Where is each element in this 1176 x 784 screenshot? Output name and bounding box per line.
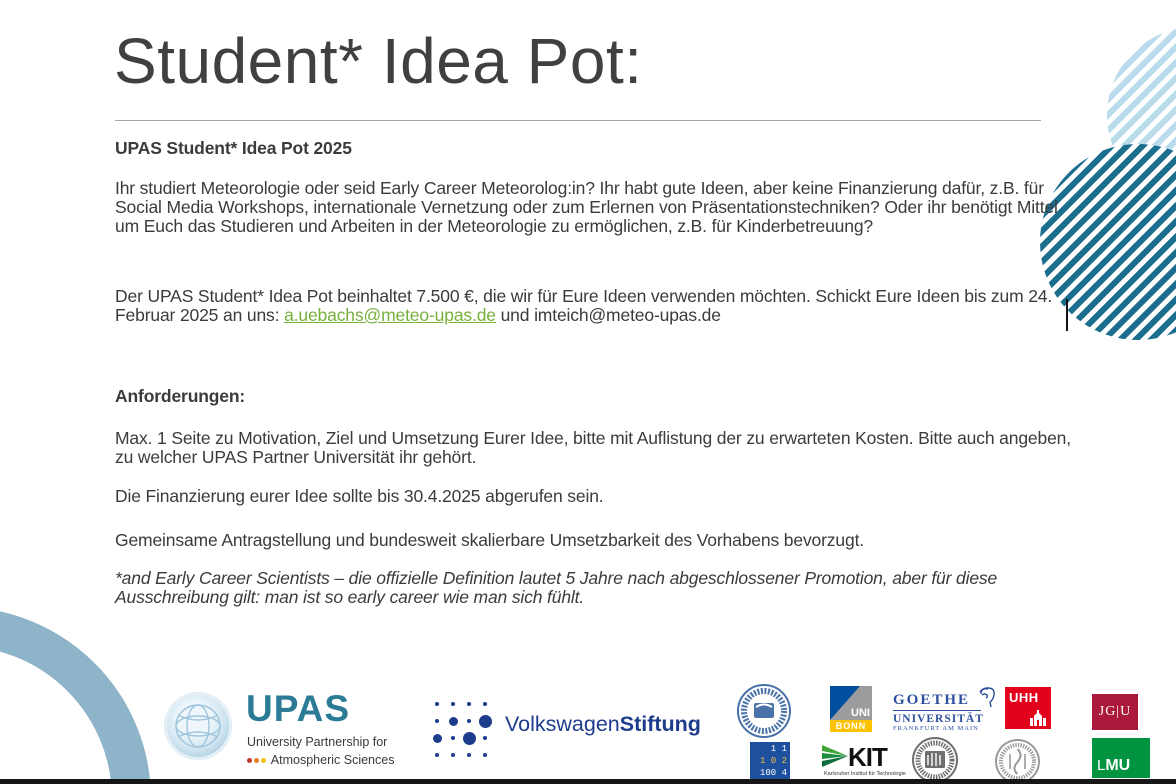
- globe-lines-icon: [172, 701, 224, 751]
- subheading: UPAS Student* Idea Pot 2025: [115, 138, 352, 158]
- uni-numbers-logo: [750, 742, 790, 779]
- ring-decoration: [0, 607, 151, 784]
- email-link[interactable]: a.uebachs@meteo-upas.de: [284, 305, 496, 325]
- goethe-line1: GOETHE: [893, 692, 981, 709]
- goethe-line3: FRANKFURT AM MAIN: [893, 725, 979, 732]
- uni-bonn-uni-text: UNI: [851, 707, 870, 719]
- upas-logo-subtitle-2: [247, 753, 394, 767]
- uhh-text: UHH: [1009, 690, 1039, 705]
- numbers-row3: 100 4: [759, 768, 787, 778]
- uni-bonn-logo: [830, 686, 872, 732]
- text-cursor: [1066, 299, 1068, 331]
- upas-logo-subtitle-1: University Partnership for: [247, 735, 388, 749]
- requirements-heading: Anforderungen:: [115, 386, 246, 406]
- offer-text-after-link: und imteich@meteo-upas.de: [495, 305, 721, 325]
- title-divider: [115, 120, 1041, 121]
- kit-caption: Karlsruher Institut für Technologie: [824, 771, 906, 777]
- paragraph-preference: Gemeinsame Antragstellung und bundesweit skalierbare Umsetzbarkeit des Vorhabens bevorzugt.: [115, 530, 865, 550]
- uni-hamburg-logo: [1005, 687, 1051, 729]
- numbers-row1: 1 1: [770, 744, 787, 754]
- upas-tricolor-dots-icon: [247, 753, 268, 767]
- kit-logo: [822, 742, 906, 782]
- volkswagenstiftung-logo-text: [505, 712, 701, 737]
- volkswagenstiftung-dots-icon: [430, 697, 492, 763]
- bottom-edge-bar: [0, 779, 1176, 784]
- uni-bonn-city-text: BONN: [830, 720, 872, 732]
- vw-word-bold: Stiftung: [619, 712, 701, 736]
- university-seal-blue-icon: [737, 684, 791, 738]
- paragraph-footnote: *and Early Career Scientists – die offizielle Definition lautet 5 Jahre nach abgeschlossener Promotion, aber für diese Ausschreibung gilt: man ist so early career wie man sich fühlt.: [115, 568, 998, 607]
- paragraph-intro: Ihr studiert Meteorologie oder seid Early Career Meteorolog:in? Ihr habt gute Ideen, aber keine Finanzierung dafür, z.B. für Social Media Workshops, internationale Vernetzung oder zum Erlernen von Präsentationstechniken? Oder ihr benötigt Mittel um Euch das Studieren und Arbeiten in der Meteorologie zu ermöglichen, z.B. für Kinderbetreuung?: [115, 178, 1058, 236]
- numbers-row2: 1 0 2: [759, 756, 787, 766]
- kit-text: KIT: [848, 742, 887, 772]
- page-title: Student* Idea Pot:: [114, 25, 643, 97]
- upas-logo-subtitle-2-text: Atmospheric Sciences: [270, 753, 395, 767]
- paragraph-offer: [115, 287, 1071, 325]
- vw-word-regular: Volkswagen: [505, 712, 620, 736]
- goethe-head-icon: [977, 686, 997, 713]
- lmu-munich-logo: [1092, 738, 1150, 778]
- jgu-text: JG|U: [1098, 704, 1132, 719]
- university-seal-light-gray-icon: [995, 739, 1040, 784]
- lmu-text: LMU: [1097, 757, 1131, 774]
- paragraph-requirements: Max. 1 Seite zu Motivation, Ziel und Umsetzung Eurer Idee, bitte mit Auflistung der zu erwarteten Kosten. Bitte auch angeben, zu welcher UPAS Partner Universität ihr gehört.: [115, 428, 1071, 467]
- kit-wedge-icon: [822, 745, 848, 769]
- paragraph-deadline: Die Finanzierung eurer Idee sollte bis 30.4.2025 abgerufen sein.: [115, 486, 604, 506]
- goethe-university-logo: [893, 692, 984, 732]
- upas-logo-text: UPAS: [246, 688, 351, 729]
- university-seal-dark-gray-icon: [912, 737, 958, 783]
- upas-globe-icon: [164, 692, 232, 760]
- offer-text-before-link: Der UPAS Student* Idea Pot beinhaltet 7.500 €, die wir für Eure Ideen verwenden möchten. Schickt Eure Ideen bis zum 24. Februar 2025 an uns:: [115, 286, 1053, 325]
- hamburg-castle-icon: [1029, 709, 1047, 726]
- jgu-mainz-logo: [1092, 694, 1138, 730]
- uni-bonn-square: [830, 686, 872, 720]
- goethe-line2: UNIVERSITÄT: [893, 710, 981, 725]
